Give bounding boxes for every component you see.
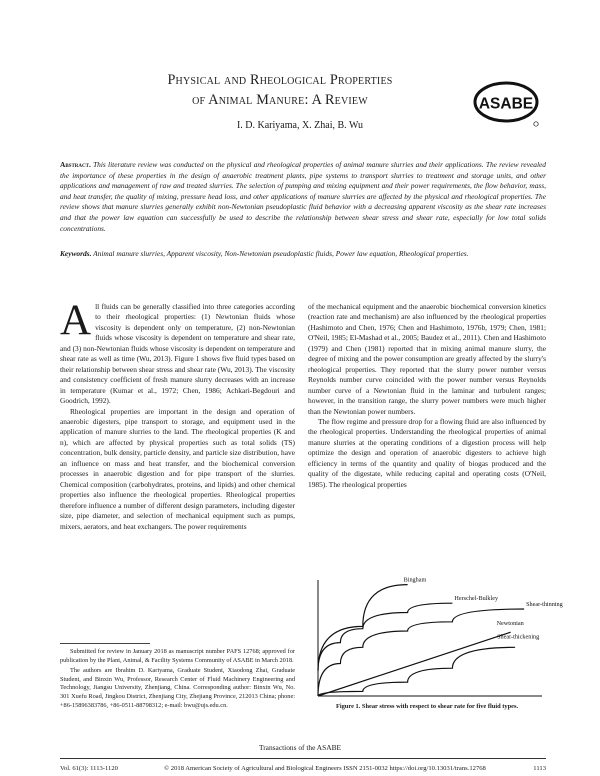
intro-paragraph-text: ll fluids can be generally classified into three categories according to their rheological properties: (1) Newtonian fluids whose viscosity is dependent only on temperature, (2) non-Newtonian fluids whose viscosity is dependent on temperature and shear rate, and (3) non-Newtonian fluids whose viscosity is dependent on temperature and shear rate as well as time (Wu, 2013). Figure 1 shows five fluid types based on their relationship between shear stress and shear rate (Wu, 2013). The viscosity and consistency coefficient of fresh manure slurry decreases with an increase in temperature (Kumar et al., 1972; Chen, 1986; Achkari-Begdouri and Goodrich, 1992). [60, 302, 295, 406]
body-paragraph: of the mechanical equipment and the anaerobic biochemical conversion kinetics (reaction rate and mechanism) are also influenced by the rheological properties (Hashimoto and Chen, 1976; Chen and Hashimoto, 1976b, 1979; Chen, 1981; O'Neil, 1985; El-Mashad et al., 2005; Baudez et al., 2011). Chen and Hashimoto (1979) and Chen (1981) reported that in mixing animal manure slurry, the degree of mixing and the power consumption are greatly affected by the slurry's rheological properties. They reported that the slurry power number versus Reynolds number curve coincided with the power number versus Reynolds number curve of a Newtonian fluid in the laminar and turbulent ranges; however, in the transition range, the slurry power numbers were much higher than the Newtonian power numbers. [308, 302, 546, 416]
author-list: I. D. Kariyama, X. Zhai, B. Wu [236, 120, 364, 131]
series-line-newtonian [318, 632, 511, 696]
body-column-left [60, 297, 295, 532]
paper-title-line-2: of Animal Manure: A Review [192, 92, 368, 108]
abstract-label: Abstract. [60, 160, 91, 169]
footnote [60, 648, 295, 712]
series-line-herschel-bulkley [318, 603, 452, 670]
author-affiliation-note: The authors are Ibrahim D. Kariyama, Graduate Student, Xiaodong Zhai, Graduate Student, and Binxin Wu, Professor, Research Center of Fluid Machinery Engineering and Technology, Jiangsu University, Zhenjiang, China. Corresponding author: Binxin Wu, No. 301 Xuefu Road, Jingkou District, Zhenjiang City, Zhejiang Province, 212013 China; phone: +86-15896383786, +86-0511-88798312; e-mail: bwu@ujs.edu.cn. [60, 667, 295, 709]
series-label-shear-thickening: Shear-thickening [497, 633, 540, 641]
page-number: 1113 [533, 765, 546, 772]
drop-cap: A [60, 297, 92, 344]
keywords-label: Keywords. [60, 249, 92, 258]
keywords-text: Animal manure slurries, Apparent viscosity, Non-Newtonian pseudoplastic fluids, Power law equation, Rheological properties. [93, 249, 469, 258]
series-label-newtonian: Newtonian [496, 620, 524, 628]
footer-divider [60, 758, 546, 759]
abstract-text: This literature review was conducted on the physical and rheological properties of animal manure slurries and their applications. The review revealed the importance of these properties in the design of anaerobic treatment plants, pipe systems to transport slurries to treatment and storage units, and other applications and management of raw and treated slurries. The selection of pumping and mixing equipment and their power requirements, the flow behavior, mass, and heat transfer, the quality of mixing, pressure head loss, and other applications of manure slurries are affected by the physical and rheological properties. The review shows that manure slurries generally exhibit non-Newtonian pseudoplastic fluid behavior with a decreasing apparent viscosity as the shear rate increases and that the power law equation can successfully be used to describe the relationship between shear stress and shear rate, especially for low total solids concentrations. [60, 160, 546, 233]
journal-name: Transactions of the ASABE [258, 743, 342, 752]
series-line-shear-thickening [318, 647, 515, 696]
keywords [60, 249, 546, 260]
intro-paragraph [60, 297, 295, 407]
figure-1-caption: Figure 1. Shear stress with respect to shear rate for five fluid types. [335, 703, 519, 710]
paper-title-line-1: Physical and Rheological Properties [167, 72, 393, 88]
footnote-divider [60, 643, 150, 644]
series-label-herschel-bulkley: Herschel-Bulkley [454, 595, 499, 603]
asabe-logo [470, 80, 542, 130]
body-column-right [308, 302, 546, 490]
copyright-line: © 2018 American Society of Agricultural and Biological Engineers ISSN 2151-0032 https://doi.org/10.13031/trans.12768 [164, 765, 486, 772]
series-label-shear-thinning: Shear-thinning [526, 601, 563, 608]
body-paragraph: Rheological properties are important in the design and operation of anaerobic digesters, pipe transport to storage, and equipment used in the application of manure slurries to the land. The rheological properties (K and n), which are affected by physical properties such as total solids (TS) concentration, bulk density, particle density, and particle size distribution, have an influence on mass and heat transfer, and the biochemical conversion processes in anaerobic digestion and for pipe transport of the slurries. Chemical composition (carbohydrates, proteins, and lipids) and other chemical properties also influence the rheological properties. Rheological properties therefore influence a number of different design parameters, including digester size, pipe diameter, and selection of mechanical equipment such as pumps, mixers, aerators, and heat exchangers. The power requirements [60, 406, 295, 531]
abstract [60, 160, 546, 234]
submission-note: Submitted for review in January 2018 as manuscript number PAFS 12768; approved for publication by the Plant, Animal, & Facility Systems Community of ASABE in March 2018. [60, 648, 295, 664]
body-paragraph: The flow regime and pressure drop for a flowing fluid are also influenced by the rheological properties. Understanding the rheological properties of animal manure slurries at the operating conditions of a digestion process will help optimize the design and operation of anaerobic digesters to achieve high efficiency in terms of the quantity and quality of biogas produced and the quality of the digestate, while reducing capital and operating costs (O'Neil, 1985). The rheological properties [308, 416, 546, 489]
volume-info: Vol. 61(3): 1113-1120 [60, 765, 118, 772]
figure-1-chart [306, 572, 563, 706]
series-line-shear-thinning [318, 609, 524, 696]
paper-title [90, 70, 470, 110]
asabe-logo-text: ASABE [478, 95, 534, 113]
series-label-bingham: Bingham [403, 576, 427, 584]
